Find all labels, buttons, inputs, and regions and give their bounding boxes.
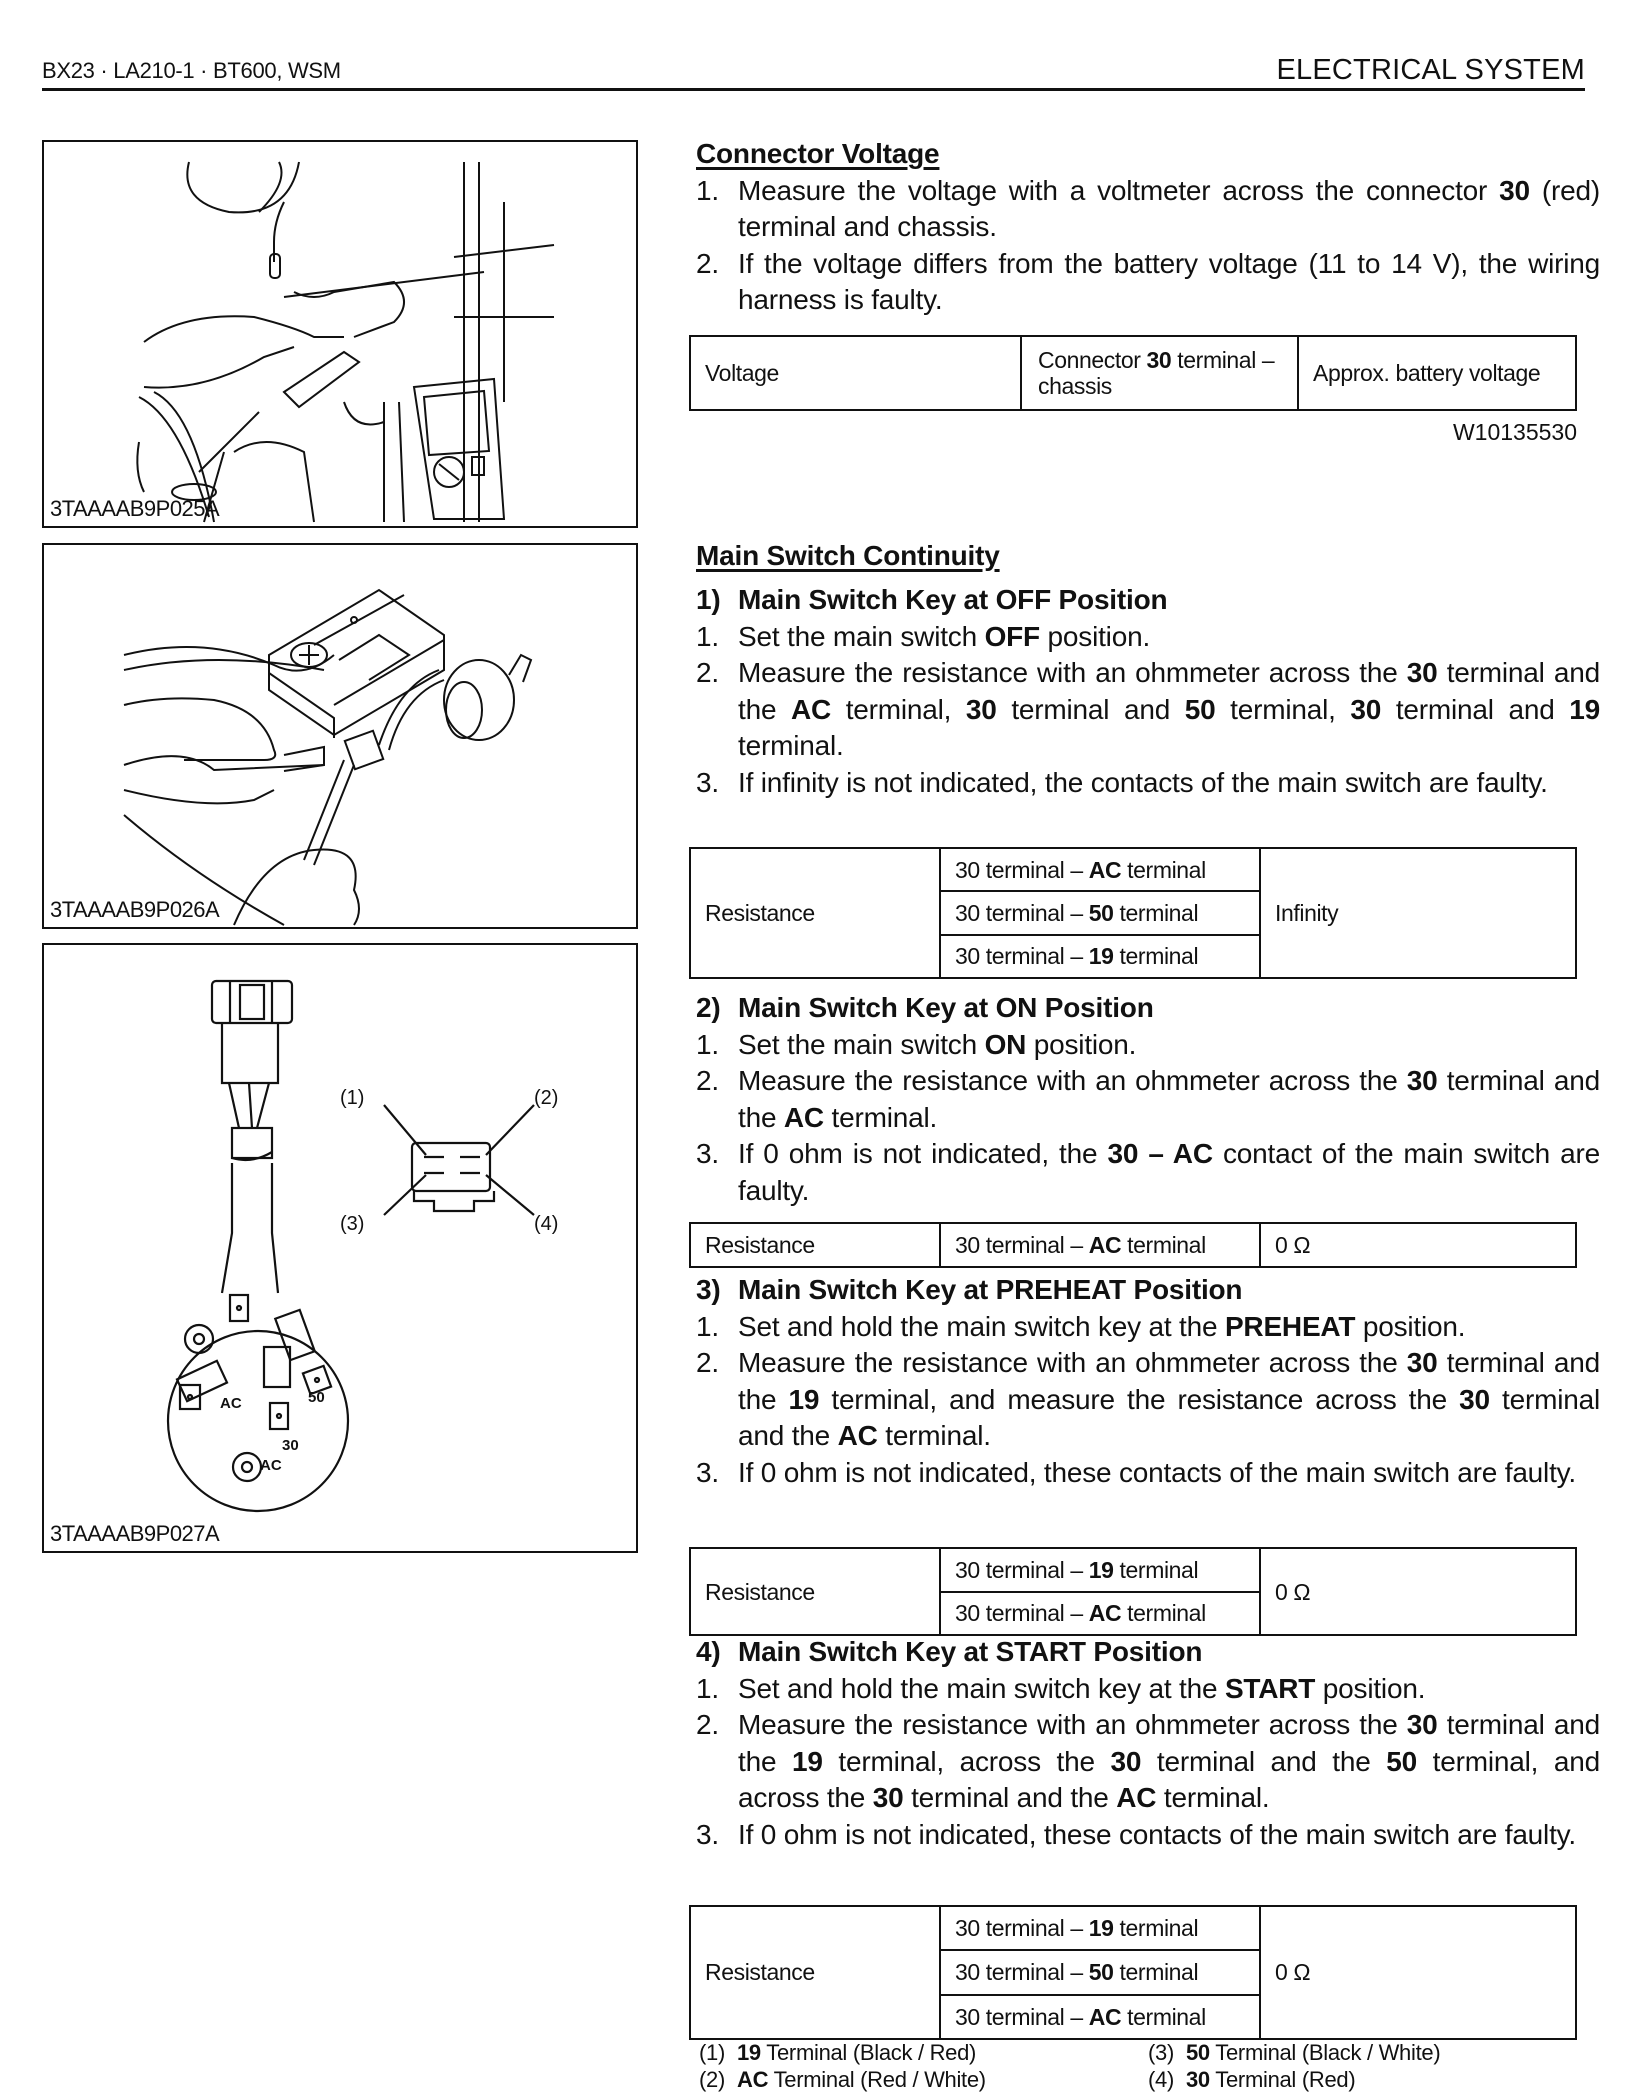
figure-caption: 3TAAAAB9P025A <box>50 496 220 521</box>
step-number: 2. <box>696 247 719 279</box>
manual-model-header: BX23 · LA210-1 · BT600, WSM <box>42 58 341 83</box>
step-number: 1. <box>696 174 719 206</box>
terminal-label-ac-2: AC <box>260 1457 282 1474</box>
terminal-label-ac: AC <box>220 1395 242 1412</box>
step-list <box>696 1671 1600 1854</box>
figure-caption: 3TAAAAB9P026A <box>50 897 220 922</box>
terminal-pair: 30 terminal – AC terminal <box>940 848 1260 891</box>
terminal-pair: 30 terminal – AC terminal <box>940 1995 1260 2039</box>
step-item: 3. If 0 ohm is not indicated, the 30 – AC contact of the main switch are faulty. <box>696 1138 1600 1206</box>
subsection-1 <box>696 582 1600 802</box>
terminal-label-30: 30 <box>282 1437 299 1454</box>
step-number: 2. <box>696 1709 719 1741</box>
figure-caption: 3TAAAAB9P027A <box>50 1521 220 1546</box>
callout-1: (1) <box>340 1087 365 1109</box>
spec-condition: Connector 30 terminal – chassis <box>1021 336 1298 410</box>
step-number: 1. <box>696 1672 719 1704</box>
spec-label: Resistance <box>690 1223 940 1267</box>
section-header: ELECTRICAL SYSTEM <box>1276 54 1585 86</box>
figure-switch-terminal-diagram <box>42 943 638 1553</box>
table-row <box>690 1223 1576 1267</box>
ohmmeter-illustration <box>44 545 636 927</box>
step-number: 1. <box>696 620 719 652</box>
step-item: 3. If 0 ohm is not indicated, these contacts of the main switch are faulty. <box>696 1455 1600 1492</box>
terminal-pair: 30 terminal – 19 terminal <box>940 1548 1260 1592</box>
step-number: 2. <box>696 657 719 689</box>
spec-value: 0 Ω <box>1260 1223 1576 1267</box>
subsection-heading: 1) Main Switch Key at OFF Position <box>696 584 1168 615</box>
voltage-spec-table <box>689 335 1577 411</box>
step-list <box>696 1027 1600 1210</box>
subsection-2 <box>696 990 1600 1210</box>
step-item: 2. Measure the resistance with an ohmmeter across the 30 terminal and the AC terminal, 30 terminal and 50 terminal, 30 terminal and 19 terminal. <box>696 657 1600 762</box>
step-number: 2. <box>696 1347 719 1379</box>
subsection-heading: 2) Main Switch Key at ON Position <box>696 992 1154 1023</box>
step-number: 3. <box>696 1138 719 1170</box>
step-number: 1. <box>696 1028 719 1060</box>
spec-value: Infinity <box>1260 848 1576 978</box>
spec-label: Voltage <box>690 336 1021 410</box>
step-number: 3. <box>696 1818 719 1850</box>
legend-item-1: (1) 19 Terminal (Black / Red) <box>699 2040 977 2065</box>
resistance-spec-table <box>689 1547 1577 1636</box>
spec-value: 0 Ω <box>1260 1548 1576 1635</box>
table-row <box>690 1906 1576 1950</box>
header-rule <box>42 88 1585 91</box>
callout-3: (3) <box>340 1213 365 1235</box>
spec-value: Approx. battery voltage <box>1298 336 1576 410</box>
step-item: 3. If infinity is not indicated, the contacts of the main switch are faulty. <box>696 765 1600 802</box>
legend-item-3: (3) 50 Terminal (Black / White) <box>1148 2040 1441 2065</box>
terminal-pair: 30 terminal – AC terminal <box>940 1592 1260 1636</box>
step-item: 2. Measure the resistance with an ohmmeter across the 30 terminal and the 19 terminal, across the 30 terminal and the 50 terminal, and across the 30 terminal and the AC terminal. <box>696 1709 1601 1814</box>
resistance-spec-table <box>689 1222 1577 1268</box>
step-number: 1. <box>696 1310 719 1342</box>
section-title: Main Switch Continuity <box>696 540 1000 571</box>
step-list <box>696 1309 1600 1492</box>
subsection-heading: 4) Main Switch Key at START Position <box>696 1636 1203 1667</box>
terminal-pair: 30 terminal – 50 terminal <box>940 1950 1260 1994</box>
subsection-3 <box>696 1272 1600 1492</box>
callout-2: (2) <box>534 1087 559 1109</box>
step-item: 1. Set the main switch OFF position. <box>696 619 1600 656</box>
step-item: 1. Set and hold the main switch key at the PREHEAT position. <box>696 1309 1600 1346</box>
figure-voltmeter-connector <box>42 140 638 528</box>
spec-label: Resistance <box>690 848 940 978</box>
step-item: 2. Measure the resistance with an ohmmeter across the 30 terminal and the 19 terminal, and measure the resistance across the 30 terminal and the AC terminal. <box>696 1347 1600 1452</box>
step-item: 1. Measure the voltage with a voltmeter across the connector 30 (red) terminal and chassis. <box>696 174 1600 243</box>
reference-code: W10135530 <box>1452 419 1577 445</box>
legend-item-2: (2) AC Terminal (Red / White) <box>699 2067 986 2092</box>
voltmeter-illustration <box>44 142 636 526</box>
step-item: 1. Set the main switch ON position. <box>696 1027 1600 1064</box>
section-title: Connector Voltage <box>696 138 940 169</box>
table-row <box>690 1548 1576 1592</box>
subsection-heading: 3) Main Switch Key at PREHEAT Position <box>696 1274 1243 1305</box>
connector-voltage-section <box>696 136 1600 319</box>
table-row <box>690 848 1576 891</box>
step-number: 3. <box>696 766 719 798</box>
resistance-spec-table <box>689 1905 1577 2040</box>
step-item: 2. If the voltage differs from the battery voltage (11 to 14 V), the wiring harness is faulty. <box>696 247 1600 316</box>
step-number: 2. <box>696 1065 719 1097</box>
step-item: 1. Set and hold the main switch key at the START position. <box>696 1671 1600 1708</box>
terminal-label-50: 50 <box>308 1389 325 1406</box>
spec-label: Resistance <box>690 1906 940 2039</box>
figure-ohmmeter-switch <box>42 543 638 929</box>
step-item: 2. Measure the resistance with an ohmmeter across the 30 terminal and the AC terminal. <box>696 1065 1600 1133</box>
legend-item-4: (4) 30 Terminal (Red) <box>1148 2067 1356 2092</box>
resistance-spec-table <box>689 847 1577 979</box>
main-switch-section <box>696 538 1600 575</box>
terminal-pair: 30 terminal – 19 terminal <box>940 1906 1260 1950</box>
subsection-4 <box>696 1634 1600 1854</box>
switch-connector-diagram <box>44 945 636 1551</box>
table-row <box>690 336 1576 410</box>
spec-label: Resistance <box>690 1548 940 1635</box>
callout-4: (4) <box>534 1213 559 1235</box>
step-list <box>696 173 1600 319</box>
step-number: 3. <box>696 1456 719 1488</box>
step-list <box>696 619 1600 802</box>
step-item: 3. If 0 ohm is not indicated, these contacts of the main switch are faulty. <box>696 1817 1600 1854</box>
terminal-pair: 30 terminal – 50 terminal <box>940 891 1260 934</box>
terminal-pair: 30 terminal – 19 terminal <box>940 935 1260 978</box>
terminal-pair: 30 terminal – AC terminal <box>940 1223 1260 1267</box>
spec-value: 0 Ω <box>1260 1906 1576 2039</box>
